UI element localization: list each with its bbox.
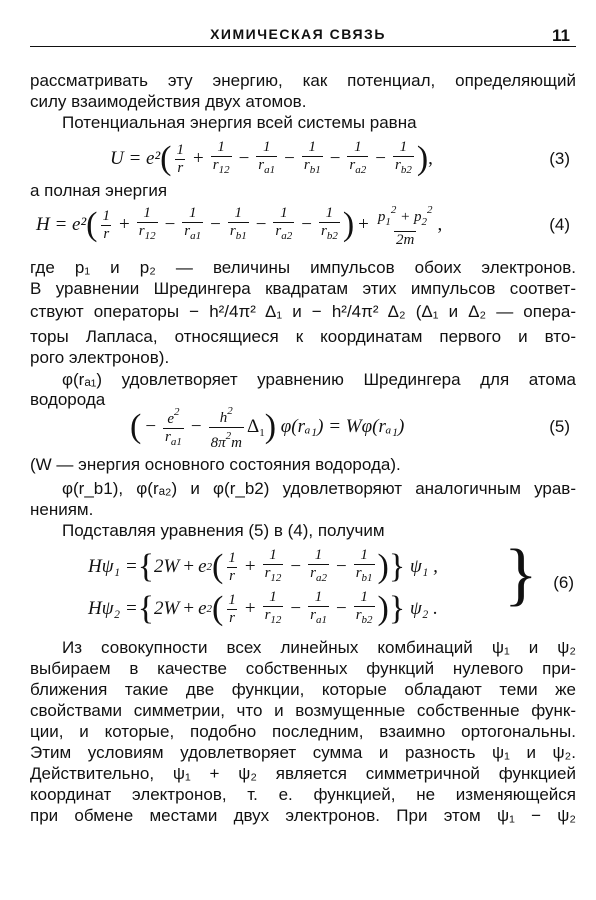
eq6a-lhs: Hψ₁ = [88, 556, 138, 577]
paragraph-line: рассматривать эту энергию, как потенциал, определяющий [30, 71, 576, 90]
paragraph-line: свойствами симметрии, что и возмущенные собственные функ- [30, 701, 576, 720]
paragraph-line: ствуют операторы − h²/4π² Δ₁ и − h²/4π² Δ₂ (Δ₁ и Δ₂ — опера- [30, 302, 576, 321]
equation-6-first: Hψ₁ = { 2W + e 2 ( $\frac{1}{r}$ + $\frac{1}{r_{12}}$ − $\frac{1}{r_{a2}}$ − $\frac{1}{r_{b1}}$ ) } ψ₁ , [88, 547, 438, 585]
paragraph-line: ции, и которые, подобно последним, взаимно ортогональны. [30, 722, 576, 741]
equation-5: ( − $\frac{e^2}{r_{a1}}$ − $\frac{h^2}{8\pi^2m}$ $\Delta_1$ ) φ(rₐ₁) = Wφ(rₐ₁) (5) [130, 404, 570, 451]
equation-number: (5) [549, 417, 570, 436]
header-rule [30, 46, 576, 47]
paragraph-line: торы Лапласа, относящиеся к координатам первого и вто- [30, 327, 576, 346]
paragraph-line: Из совокупности всех линейных комбинаций ψ₁ и ψ₂ [62, 638, 576, 657]
equation-number: (3) [549, 149, 570, 168]
paragraph-line: Потенциальная энергия всей системы равна [62, 113, 417, 132]
paragraph-line: Этим условиям удовлетворяет сумма и разность ψ₁ и ψ₂. [30, 743, 576, 762]
paragraph-line: (W — энергия основного состояния водорода). [30, 455, 401, 474]
paragraph-line: силу взаимодействия двух атомов. [30, 92, 307, 111]
page-number: 11 [552, 26, 570, 45]
eq6b-lhs: Hψ₂ = [88, 598, 138, 619]
paragraph-line: рого электронов). [30, 348, 170, 367]
paragraph-line: ближения такие две функции, которые обладают теми же [30, 680, 576, 699]
system-brace: } [504, 536, 538, 613]
paragraph-line: выбираем в качестве собственных функций нулевого при- [30, 659, 576, 678]
eq4-lhs: H = e² [36, 214, 87, 235]
paragraph-line: В уравнении Шредингера квадратам этих импульсов соответ- [30, 279, 576, 298]
paragraph-line: нениям. [30, 500, 94, 519]
running-header: ХИМИЧЕСКАЯ СВЯЗЬ [210, 26, 386, 42]
eq6b-tail: ψ₂ . [409, 598, 438, 619]
paragraph-line: а полная энергия [30, 181, 168, 200]
paragraph-line: координат электронов, т. е. функцией, не изменяющейся [30, 785, 576, 804]
equation-4: H = e² ( $\frac{1}{r}$ + $\frac{1}{r_{12}}$ − $\frac{1}{r_{a1}}$ − $\frac{1}{r_{b1}}$ − $\frac{1}{r_{a2}}$ − $\frac{1}{r_{b2}}$ ) + $\frac{p_1^2 + p_2^2}{2m}$ , (4) [36, 203, 570, 248]
equation-number: (6) [553, 573, 574, 592]
paragraph-line: φ(rₐ₁) удовлетворяет уравнению Шредингера для атома [62, 370, 576, 389]
paragraph-line: Подставляя уравнения (5) в (4), получим [62, 521, 385, 540]
equation-3: U = e² ( $\frac{1}{r}$ + $\frac{1}{r_{12}}$ − $\frac{1}{r_{a1}}$ − $\frac{1}{r_{b1}}$ − $\frac{1}{r_{a2}}$ − $\frac{1}{r_{b2}}$ ) , (3) [110, 139, 570, 177]
eq6a-tail: ψ₁ , [409, 556, 438, 577]
paragraph-line: водорода [30, 390, 106, 409]
paragraph-line: где p₁ и p₂ — величины импульсов обоих электронов. [30, 258, 576, 277]
eq5-rhs: φ(rₐ₁) = Wφ(rₐ₁) [280, 416, 405, 437]
eq3-lhs: U = e² [110, 148, 161, 169]
paragraph-line: φ(r_b1), φ(rₐ₂) и φ(r_b2) удовлетворяют аналогичным урав- [62, 479, 576, 498]
paragraph-line: при обмене местами двух электронов. При этом ψ₁ − ψ₂ [30, 806, 576, 825]
equation-6-second: Hψ₂ = { 2W + e 2 ( $\frac{1}{r}$ + $\frac{1}{r_{12}}$ − $\frac{1}{r_{a1}}$ − $\frac{1}{r_{b2}}$ ) } ψ₂ . [88, 589, 438, 627]
equation-number: (4) [549, 215, 570, 234]
paragraph-line: Действительно, ψ₁ + ψ₂ является симметричной функцией [30, 764, 576, 783]
